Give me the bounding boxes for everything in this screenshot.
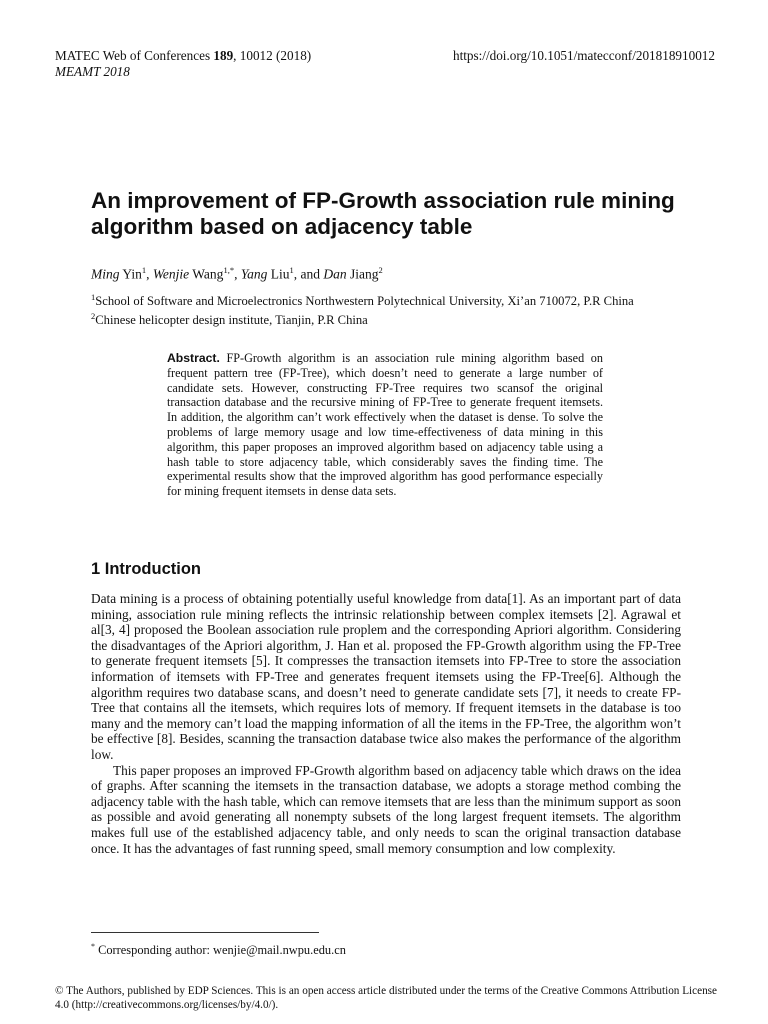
running-header-left bbox=[55, 48, 311, 80]
affiliation-item: $^1$School of Software and Microelectronics Northwestern Polytechnical University, Xi’an 710072, P.R China bbox=[91, 292, 634, 309]
journal-volume: 189 bbox=[213, 48, 234, 63]
author-family-name: Wang bbox=[189, 266, 224, 282]
affiliation-item: $^2$Chinese helicopter design institute, Tianjin, P.R China bbox=[91, 311, 368, 328]
author-family-name: Yin bbox=[119, 266, 142, 282]
footnote bbox=[91, 942, 346, 958]
journal-citation: MATEC Web of Conferences 189, 10012 (2018) bbox=[55, 48, 312, 63]
paper-title: An improvement of FP-Growth association rule mining algorithm based on adjacency table bbox=[91, 188, 675, 239]
section-heading: 1 Introduction bbox=[91, 560, 201, 578]
section-body bbox=[91, 591, 681, 856]
body-paragraph: Data mining is a process of obtaining potentially useful knowledge from data[1]. As an important part of data mining, association rule mining reflects the intrinsic relationship between complex itemsets [2]. Agrawal et al[3, 4] proposed the Boolean association rule proplem and the corresponding Apriori algorithm. Considering the disadvantages of the Apriori algorithm, J. Han et al. proposed the FP-Growth algorithm using the FP-Tree to generate frequent itemsets [5]. It compresses the transaction itemsets into FP-Tree to store the association information of itemsets with FP-Tree and generates frequent itemsets using the FP-Tree[6]. Although the algorithm requires two database scans, and doesn’t need to generate candidate sets [7], it needs to create FP-Tree that contains all the itemsets, which requires lots of memory. If frequent itemsets in the database is too many and the memory can’t load the mapping information of all the items in the FP-Tree, the algorithm won’t be effective [8]. Besides, scanning the transaction database twice also makes the performance of the algorithm low. bbox=[91, 591, 681, 762]
abstract-label: Abstract. bbox=[167, 351, 220, 365]
author-affiliation-mark: 1 bbox=[141, 265, 147, 275]
conference-name: MEAMT 2018 bbox=[55, 64, 130, 79]
body-paragraph: This paper proposes an improved FP-Growth algorithm based on adjacency table which draws on the idea of graphs. After scanning the itemsets in the transaction database, we adopts a storage method combing the adjacency table with the hash table, which can remove itemsets that are less than the minimum support as soon as possible and avoid generating all nonempty subsets of the long largest frequent itemsets. The algorithm makes full use of the established adjacency table, and only needs to scan the original transaction database once. It has the advantages of fast running speed, small memory consumption and low complexity. bbox=[91, 762, 681, 856]
footnote-mark: * bbox=[91, 942, 95, 951]
author-affiliation-mark: 1,* bbox=[223, 265, 235, 275]
author-affiliation-mark: 2 bbox=[378, 265, 383, 275]
copyright-notice: © The Authors, published by EDP Sciences. This is an open access article distributed under the terms of the Creative Commons Attribution License 4.0 (http://creativecommons.org/licenses/by/4.0/). bbox=[55, 985, 717, 1011]
author-given-name: Ming bbox=[91, 266, 120, 282]
author-affiliation-mark: 1 bbox=[289, 265, 294, 275]
author-list: Ming Yin$^1$, Wenjie Wang$^{1,*}$, Yang Liu$^1$, and Dan Jiang$^2$ bbox=[91, 265, 383, 282]
author-given-name: Wenjie bbox=[152, 266, 190, 282]
author-given-name: Dan bbox=[323, 266, 347, 282]
affiliation-list bbox=[91, 290, 634, 328]
author-family-name: Jiang bbox=[346, 266, 379, 282]
abstract-text: FP-Growth algorithm is an association rule mining algorithm based on frequent pattern tree (FP-Tree), which doesn’t need to generate a large number of candidate sets. However, constructing FP-Tree requires two scansof the original transaction database and the recursive mining of FP-Tree to generate frequent itemsets. In addition, the algorithm can’t work effectively when the dataset is dense. To solve the problems of large memory usage and low time-effectiveness of data mining in this algorithm, this paper proposes an improved algorithm based on adjacency table using a hash table to store adjacency table, which considerably saves the finding time. The experimental results show that the improved algorithm has good performance especially for mining frequent itemsets in dense data sets. bbox=[167, 351, 603, 499]
author-family-name: Liu bbox=[267, 266, 290, 282]
abstract bbox=[167, 351, 603, 499]
footnote-text: Corresponding author: wenjie@mail.nwpu.edu.cn bbox=[95, 943, 346, 958]
doi-link[interactable]: https://doi.org/10.1051/matecconf/201818910012 bbox=[452, 48, 715, 63]
footnote-divider bbox=[91, 932, 319, 933]
author-given-name: Yang bbox=[240, 266, 268, 282]
